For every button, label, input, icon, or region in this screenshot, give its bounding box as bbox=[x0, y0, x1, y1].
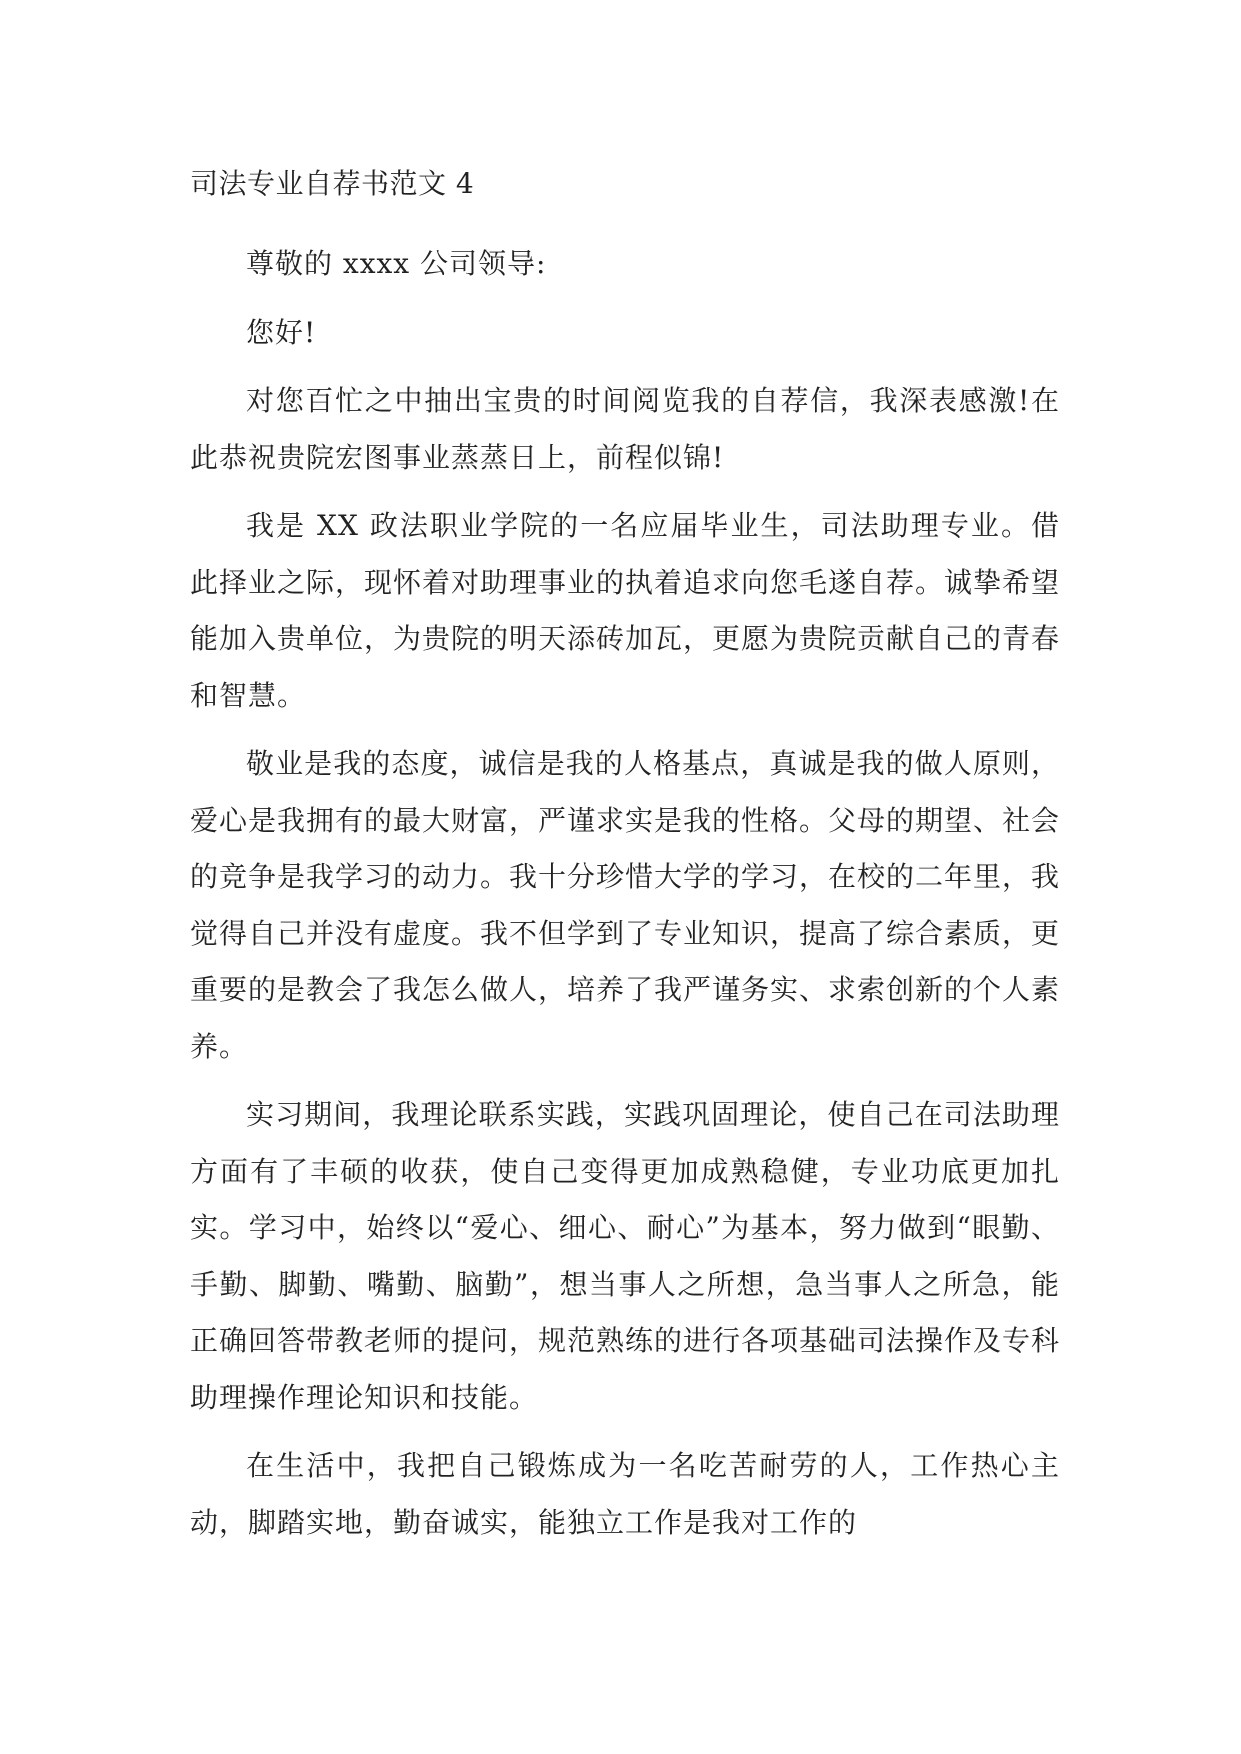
document-body bbox=[190, 160, 1060, 1563]
paragraph-introduction: 我是 XX 政法职业学院的一名应届毕业生，司法助理专业。借此择业之际，现怀着对助理事业的执着追求向您毛遂自荐。诚挚希望能加入贵单位，为贵院的明天添砖加瓦，更愿为贵院贡献自己的青春和智慧。 bbox=[190, 509, 1061, 712]
greeting: 您好! bbox=[246, 315, 317, 349]
paragraph-character: 敬业是我的态度，诚信是我的人格基点，真诚是我的做人原则，爱心是我拥有的最大财富，严谨求实是我的性格。父母的期望、社会的竞争是我学习的动力。我十分珍惜大学的学习，在校的二年里，我觉得自己并没有虚度。我不但学到了专业知识，提高了综合素质，更重要的是教会了我怎么做人，培养了我严谨务实、求索创新的个人素养。 bbox=[190, 747, 1061, 1063]
paragraph-internship: 实习期间，我理论联系实践，实践巩固理论，使自己在司法助理方面有了丰硕的收获，使自己变得更加成熟稳健，专业功底更加扎实。学习中，始终以“爱心、细心、耐心”为基本，努力做到“眼勤、手勤、脚勤、嘴勤、脑勤”，想当事人之所想，急当事人之所急，能正确回答带教老师的提问，规范熟练的进行各项基础司法操作及专科助理操作理论知识和技能。 bbox=[190, 1098, 1061, 1414]
salutation: 尊敬的 xxxx 公司领导: bbox=[246, 247, 547, 280]
paragraph-thanks: 对您百忙之中抽出宝贵的时间阅览我的自荐信，我深表感激!在此恭祝贵院宏图事业蒸蒸日上，前程似锦! bbox=[190, 384, 1060, 474]
document-title: 司法专业自荐书范文 4 bbox=[190, 167, 475, 200]
paragraph-life: 在生活中，我把自己锻炼成为一名吃苦耐劳的人，工作热心主动，脚踏实地，勤奋诚实，能独立工作是我对工作的 bbox=[190, 1449, 1060, 1539]
